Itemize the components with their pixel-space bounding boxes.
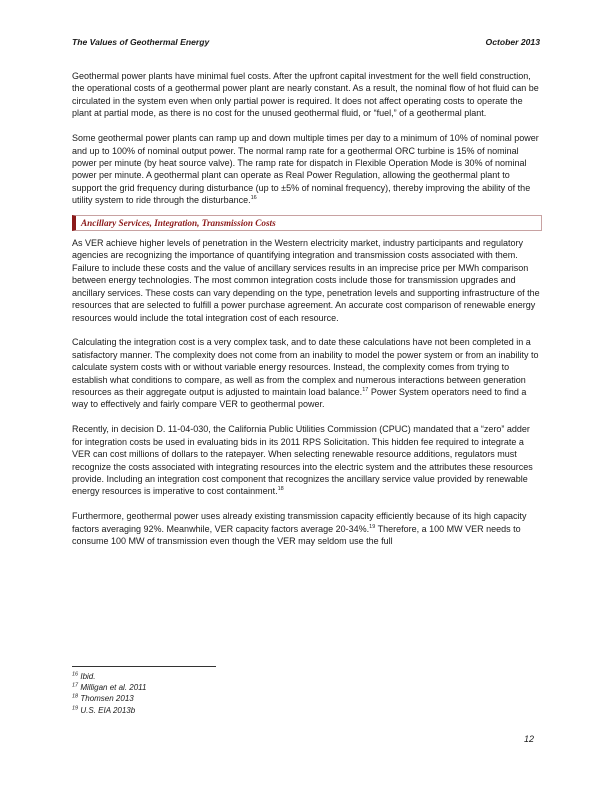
paragraph-cpuc-decision: Recently, in decision D. 11-04-030, the California Public Utilities Commission (CPUC) mandated that a “zero” adder for integration costs be used in evaluating bids in its 2011 RPS Solicitation. This hidden fee required to integrate a VER can cost millions of dollars to the ratepayer. When selecting renewable resource additions, regulators must recognize the costs associated with integrating resources into the electric system and the attributes these resources provide. Including an integration cost component that recognizes the ancillary service value provided by renewable energy resources is imperative to cost containment.$^{18}$ xyxy=(72,424,533,497)
footnote-ref-19[interactable]: 19 xyxy=(369,523,376,530)
page-number: 12 xyxy=(524,734,535,744)
footnote-17: $^{17}$ Milligan et al. 2011 xyxy=(72,682,147,693)
footnote-ref-18[interactable]: 18 xyxy=(277,486,284,493)
paragraph-integration-costs: As VER achieve higher levels of penetration in the Western electricity market, industry participants and regulatory agencies are recognizing the importance of quantifying integration and transmission costs associated with them. Failure to include these costs and the value of ancillary services results in an imprecise price per MWh comparison between energy technologies. The most common integration costs include those for transmission upgrades and ancillary services. These costs can vary depending on the type, penetration levels and supporting infrastructure of the resources that are selected to fulfill a power purchase agreement. An accurate cost comparison of renewable energy resources would include the total integration cost of each resource. xyxy=(72,238,540,323)
document-title: The Values of Geothermal Energy xyxy=(72,37,210,47)
document-date: October 2013 xyxy=(485,37,540,47)
page-header xyxy=(72,37,540,47)
footnotes xyxy=(72,671,146,716)
section-heading: Ancillary Services, Integration, Transmission Costs xyxy=(81,217,276,228)
footnote-18: $^{18}$ Thomsen 2013 xyxy=(72,693,134,704)
footnote-16: $^{16}$ Ibid. xyxy=(72,671,96,681)
footnote-ref-17[interactable]: 17 xyxy=(362,387,369,394)
paragraph-ramp-rates: Some geothermal power plants can ramp up and down multiple times per day to a minimum of 10% of nominal power and up to 100% of nominal output power. The normal ramp rate for a geothermal ORC turbine is 15% of nominal power per minute (by heat source valve). The ramp rate for dispatch in Flexible Operation Mode is 30% of nominal power per minute. A geothermal plant can operate as Real Power Regulation, allowing the geothermal plant to support the grid frequency during disturbance (up to ±5% of nominal frequency), thereby improving the ability of the utility system to ride through the disturbance.$^{16}$ xyxy=(72,133,539,206)
paragraph-calculating-cost: Calculating the integration cost is a very complex task, and to date these calculations have not been completed in a satisfactory manner. The complexity does not come from an inability to model the power system or from an inability to calculate system costs with or without variable energy resources. Instead, the complexity comes from trying to establish what conditions to compare, as well as from the complex and numerous interactions between generation resources as their aggregate output is adjusted to maintain load balance.$^{17}$ Power System operators need to find a way to effectively and fairly compare VER to geothermal power. xyxy=(72,337,539,410)
footnote-19: $^{19}$ U.S. EIA 2013b xyxy=(72,704,136,715)
footnote-divider xyxy=(72,666,216,667)
footnote-ref-16[interactable]: 16 xyxy=(250,195,257,202)
section-heading-box xyxy=(72,215,542,231)
body-text xyxy=(72,70,542,560)
paragraph-fuel-costs: Geothermal power plants have minimal fuel costs. After the upfront capital investment for the well field construction, the operational costs of a geothermal power plant are nearly constant. As a result, the nominal flow of hot fluid can be circulated in the system even when only partial power is required. It does not affect operating costs to operate the plant at partial mode, as there is no cost for the unused geothermal fluid, or “fuel,” of a geothermal plant. xyxy=(72,71,539,119)
paragraph-transmission: Furthermore, geothermal power uses already existing transmission capacity efficiently because of its high capacity factors averaging 92%. Meanwhile, VER capacity factors average 20-34%.$^{19}$ Therefore, a 100 MW VER needs to consume 100 MW of transmission even though the VER may seldom use the full xyxy=(72,511,527,547)
